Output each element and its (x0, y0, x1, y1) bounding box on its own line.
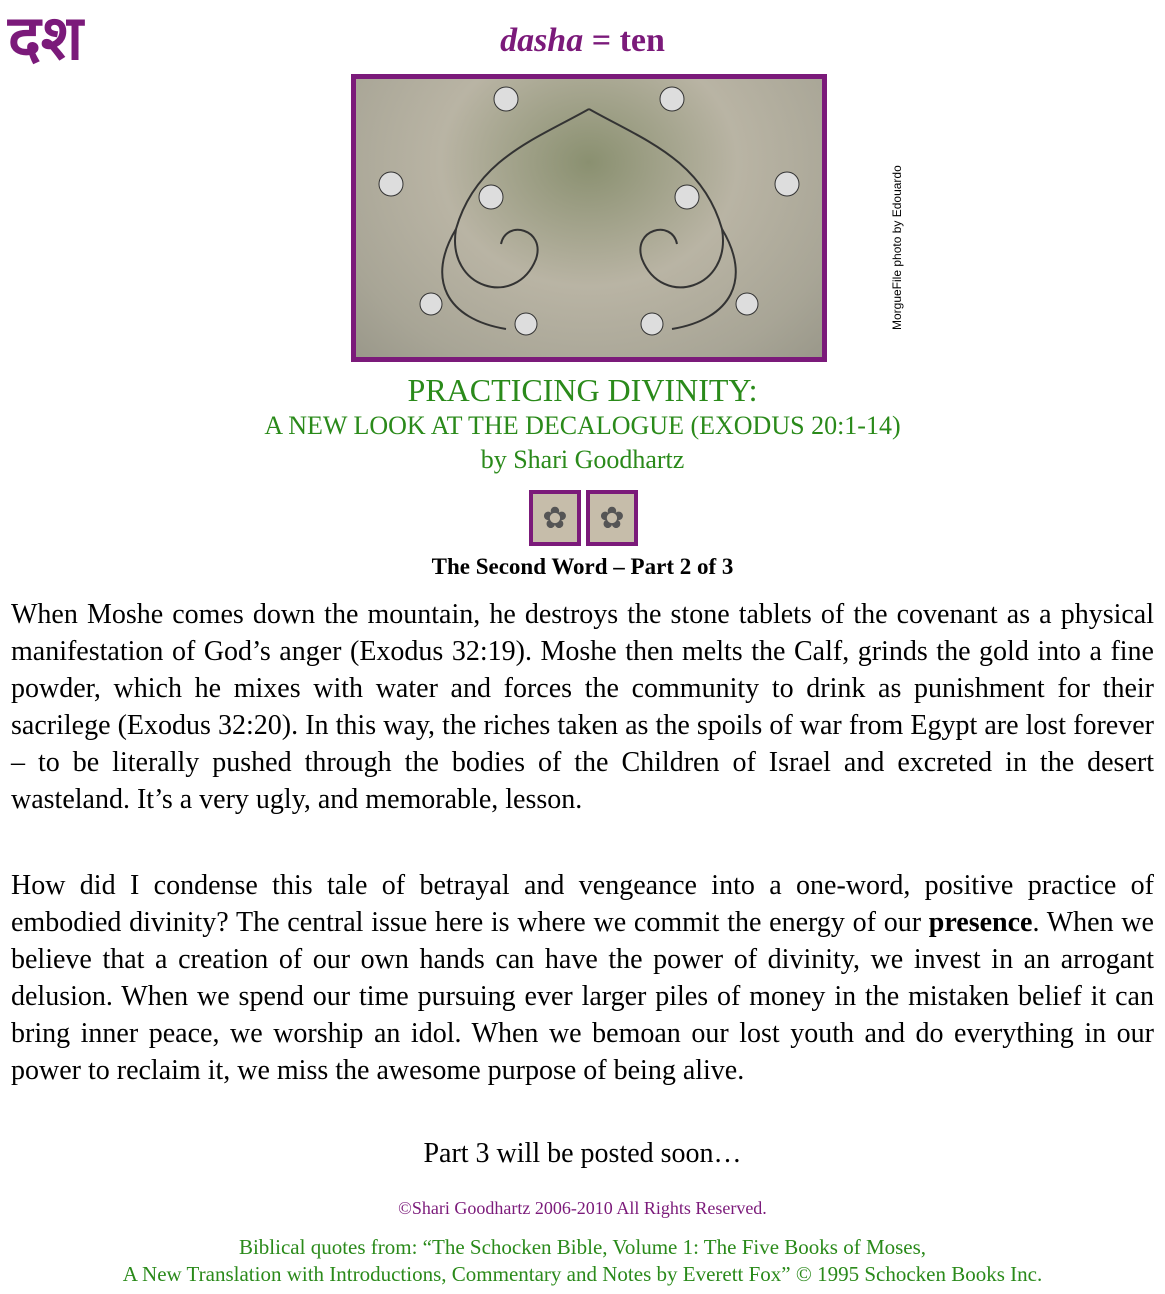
article-author: by Shari Goodhartz (480, 445, 685, 474)
devanagari-logo: दश (8, 1, 84, 74)
thumbnail-pair (529, 490, 638, 546)
paragraph-2-text: How did I condense this tale of betrayal and vengeance into a one-word, positive practice of embodied divinity? The central issue here is where we commit the energy of our (11, 870, 1154, 938)
citation-line-1: Biblical quotes from: “The Schocken Bible, Volume 1: The Five Books of Moses, (238, 1235, 927, 1259)
article-title: PRACTICING DIVINITY: (407, 372, 758, 408)
floral-ornament-icon (356, 79, 822, 357)
flower-thumbnail-icon: ✿ (586, 490, 638, 546)
header-rest: = ten (583, 22, 665, 59)
section-heading: The Second Word – Part 2 of 3 (431, 554, 734, 579)
article-subtitle: A NEW LOOK AT THE DECALOGUE (EXODUS 20:1-14) (264, 411, 901, 440)
copyright: ©Shari Goodhartz 2006-2010 All Rights Reserved. (398, 1198, 767, 1218)
flower-thumbnail-icon: ✿ (529, 490, 581, 546)
floral-photo (351, 74, 827, 362)
paragraph-2-text-end: . When we believe that a creation of our own hands can have the power of divinity, we invest in an arrogant delusion. When we spend our time pursuing ever larger piles of money in the mistaken belief it can bring inner peace, we worship an idol. When we bemoan our lost youth and do everything in our power to reclaim it, we miss the awesome purpose of being alive. (11, 907, 1154, 1086)
paragraph-2-bold: presence (928, 907, 1033, 938)
header-word: dasha (500, 22, 584, 59)
page-header (0, 22, 1165, 60)
biblical-citation (0, 1234, 1165, 1288)
paragraph-1: When Moshe comes down the mountain, he destroys the stone tablets of the covenant as a physical manifestation of God’s anger (Exodus 32:19). Moshe then melts the Calf, grinds the gold into a fine powder, which he mixes with water and forces the community to drink as punishment for their sacrilege (Exodus 32:20). In this way, the riches taken as the spoils of war from Egypt are lost forever – to be literally pushed through the bodies of the Children of Israel and excreted in the desert wasteland. It’s a very ugly, and memorable, lesson. (11, 599, 1154, 815)
citation-line-2: A New Translation with Introductions, Commentary and Notes by Everett Fox” © 1995 Schocken Books Inc. (122, 1262, 1043, 1286)
next-part-notice: Part 3 will be posted soon… (423, 1138, 742, 1169)
paragraph-2 (11, 867, 1154, 1089)
photo-credit: MorgueFile photo by Edouardo (890, 165, 904, 330)
